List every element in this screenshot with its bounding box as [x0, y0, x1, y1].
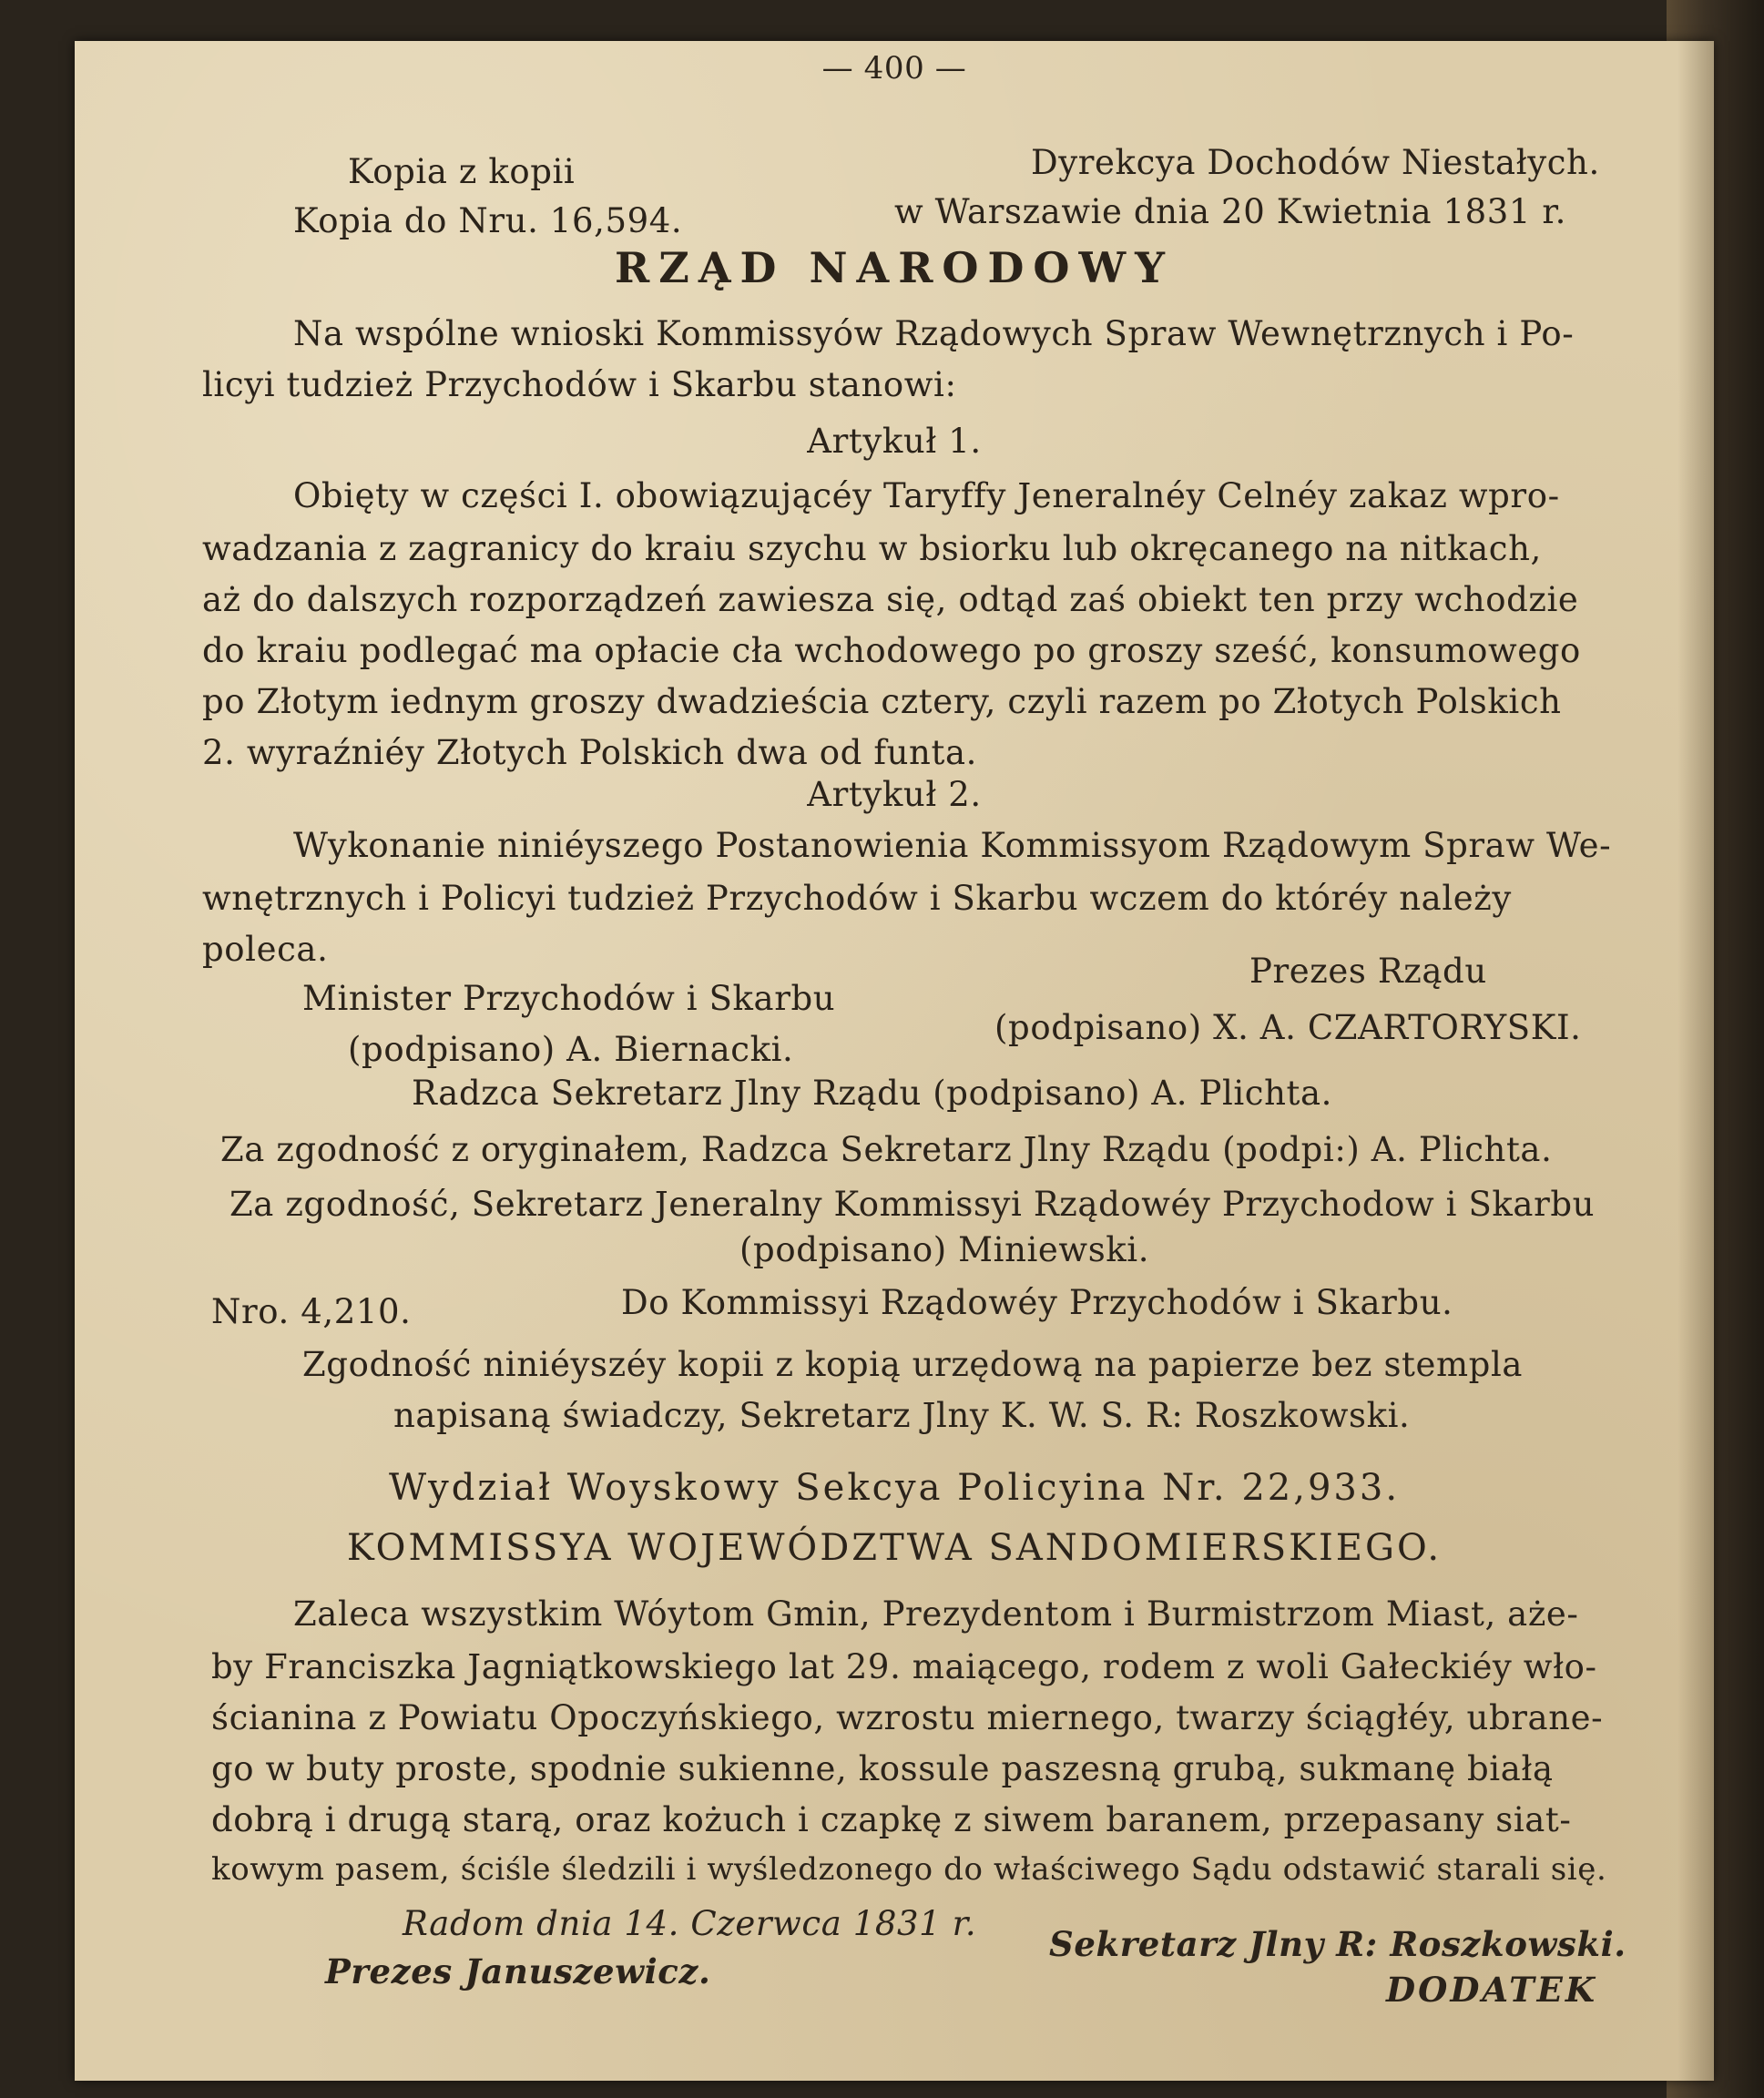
prezes-title: Prezes Rządu — [1249, 952, 1487, 991]
intro-line-2: licyi tudzież Przychodów i Skarbu stanowi: — [202, 365, 957, 404]
sekretarz-signature: Sekretarz Jlny R: Roszkowski. — [1049, 1924, 1626, 1964]
zgodnosc-line-1: Za zgodność z oryginałem, Radzca Sekretarz Jlny Rządu (podpi:) A. Plichta. — [220, 1130, 1553, 1169]
article-1-line: 2. wyraźniéy Złotych Polskich dwa od funta. — [202, 733, 977, 772]
document-title: RZĄD NARODOWY — [615, 243, 1174, 292]
zgodnosc-line-2: Za zgodność, Sekretarz Jeneralny Kommissyi Rządowéy Przychodow i Skarbu — [229, 1185, 1596, 1224]
notice-line: dobrą i drugą starą, oraz kożuch i czapkę z siwem baranem, przepasany siat- — [211, 1800, 1572, 1839]
article-2-heading: Artykuł 2. — [807, 775, 982, 814]
header-dyrekcya: Dyrekcya Dochodów Niestałych. — [1031, 143, 1600, 182]
article-1-line: aż do dalszych rozporządzeń zawiesza się, odtąd zaś obiekt ten przy wchodzie — [202, 580, 1579, 619]
nro-number: Nro. 4,210. — [211, 1292, 412, 1331]
page-edge-shadow — [1677, 41, 1714, 2081]
article-2-line: wnętrznych i Policyi tudzież Przychodów i Skarbu wczem do któréy należy — [202, 879, 1512, 918]
header-kopia-z-kopii: Kopia z kopii — [348, 152, 576, 191]
page-number: — 400 — — [821, 50, 967, 87]
kommissya-heading: KOMMISSYA WOJEWÓDZTWA SANDOMIERSKIEGO. — [346, 1527, 1443, 1569]
notice-line: go w buty proste, spodnie sukienne, kossule paszesną grubą, sukmanę białą — [211, 1749, 1554, 1788]
dodatek-catchword: DODATEK — [1386, 1970, 1597, 2010]
article-1-line: wadzania z zagranicy do kraiu szychu w bsiorku lub okręcanego na nitkach, — [202, 529, 1542, 568]
notice-line: kowym pasem, ściśle śledzili i wyśledzonego do właściwego Sądu odstawić starali się. — [211, 1851, 1607, 1888]
header-kopia-nr: Kopia do Nru. 16,594. — [293, 201, 683, 240]
notice-line: by Franciszka Jagniątkowskiego lat 29. maiącego, rodem z woli Gałeckiéy wło- — [211, 1647, 1597, 1686]
nro-line-2: napisaną świadczy, Sekretarz Jlny K. W. S. R: Roszkowski. — [393, 1396, 1411, 1435]
minister-signature: (podpisano) A. Biernacki. — [348, 1030, 794, 1069]
article-2-line: Wykonanie niniéyszego Postanowienia Kommissyom Rządowym Spraw We- — [293, 826, 1612, 865]
article-1-line: Obięty w części I. obowiązującéy Taryffy Jeneralnéy Celnéy zakaz wpro- — [293, 476, 1560, 515]
nro-addressee: Do Kommissyi Rządowéy Przychodów i Skarbu. — [621, 1283, 1453, 1322]
article-1-line: po Złotym iednym groszy dwadzieścia cztery, czyli razem po Złotych Polskich — [202, 682, 1562, 721]
prezes-signature: (podpisano) X. A. CZARTORYSKI. — [994, 1008, 1582, 1047]
place-date: Radom dnia 14. Czerwca 1831 r. — [403, 1904, 977, 1943]
document-page — [75, 41, 1714, 2081]
nro-line-1: Zgodność niniéyszéy kopii z kopią urzędową na papierze bez stempla — [302, 1345, 1524, 1384]
prezes-signature-2: Prezes Januszewicz. — [325, 1951, 711, 1991]
article-2-line: poleca. — [202, 930, 329, 969]
miniewski-signature: (podpisano) Miniewski. — [739, 1230, 1150, 1269]
article-1-heading: Artykuł 1. — [807, 422, 982, 461]
wydzial-heading: Wydział Woyskowy Sekcya Policyina Nr. 22,933. — [388, 1467, 1401, 1509]
intro-line-1: Na wspólne wnioski Kommissyów Rządowych Spraw Wewnętrznych i Po- — [293, 314, 1575, 353]
radzca-line: Radzca Sekretarz Jlny Rządu (podpisano) A. Plichta. — [412, 1074, 1333, 1113]
notice-line: ścianina z Powiatu Opoczyńskiego, wzrostu miernego, twarzy ściągłéy, ubrane- — [211, 1698, 1604, 1737]
header-date: w Warszawie dnia 20 Kwietnia 1831 r. — [894, 192, 1567, 231]
article-1-line: do kraiu podlegać ma opłacie cła wchodowego po groszy sześć, konsumowego — [202, 631, 1581, 670]
notice-line: Zaleca wszystkim Wóytom Gmin, Prezydentom i Burmistrzom Miast, aże- — [293, 1594, 1579, 1634]
minister-title: Minister Przychodów i Skarbu — [302, 979, 836, 1018]
